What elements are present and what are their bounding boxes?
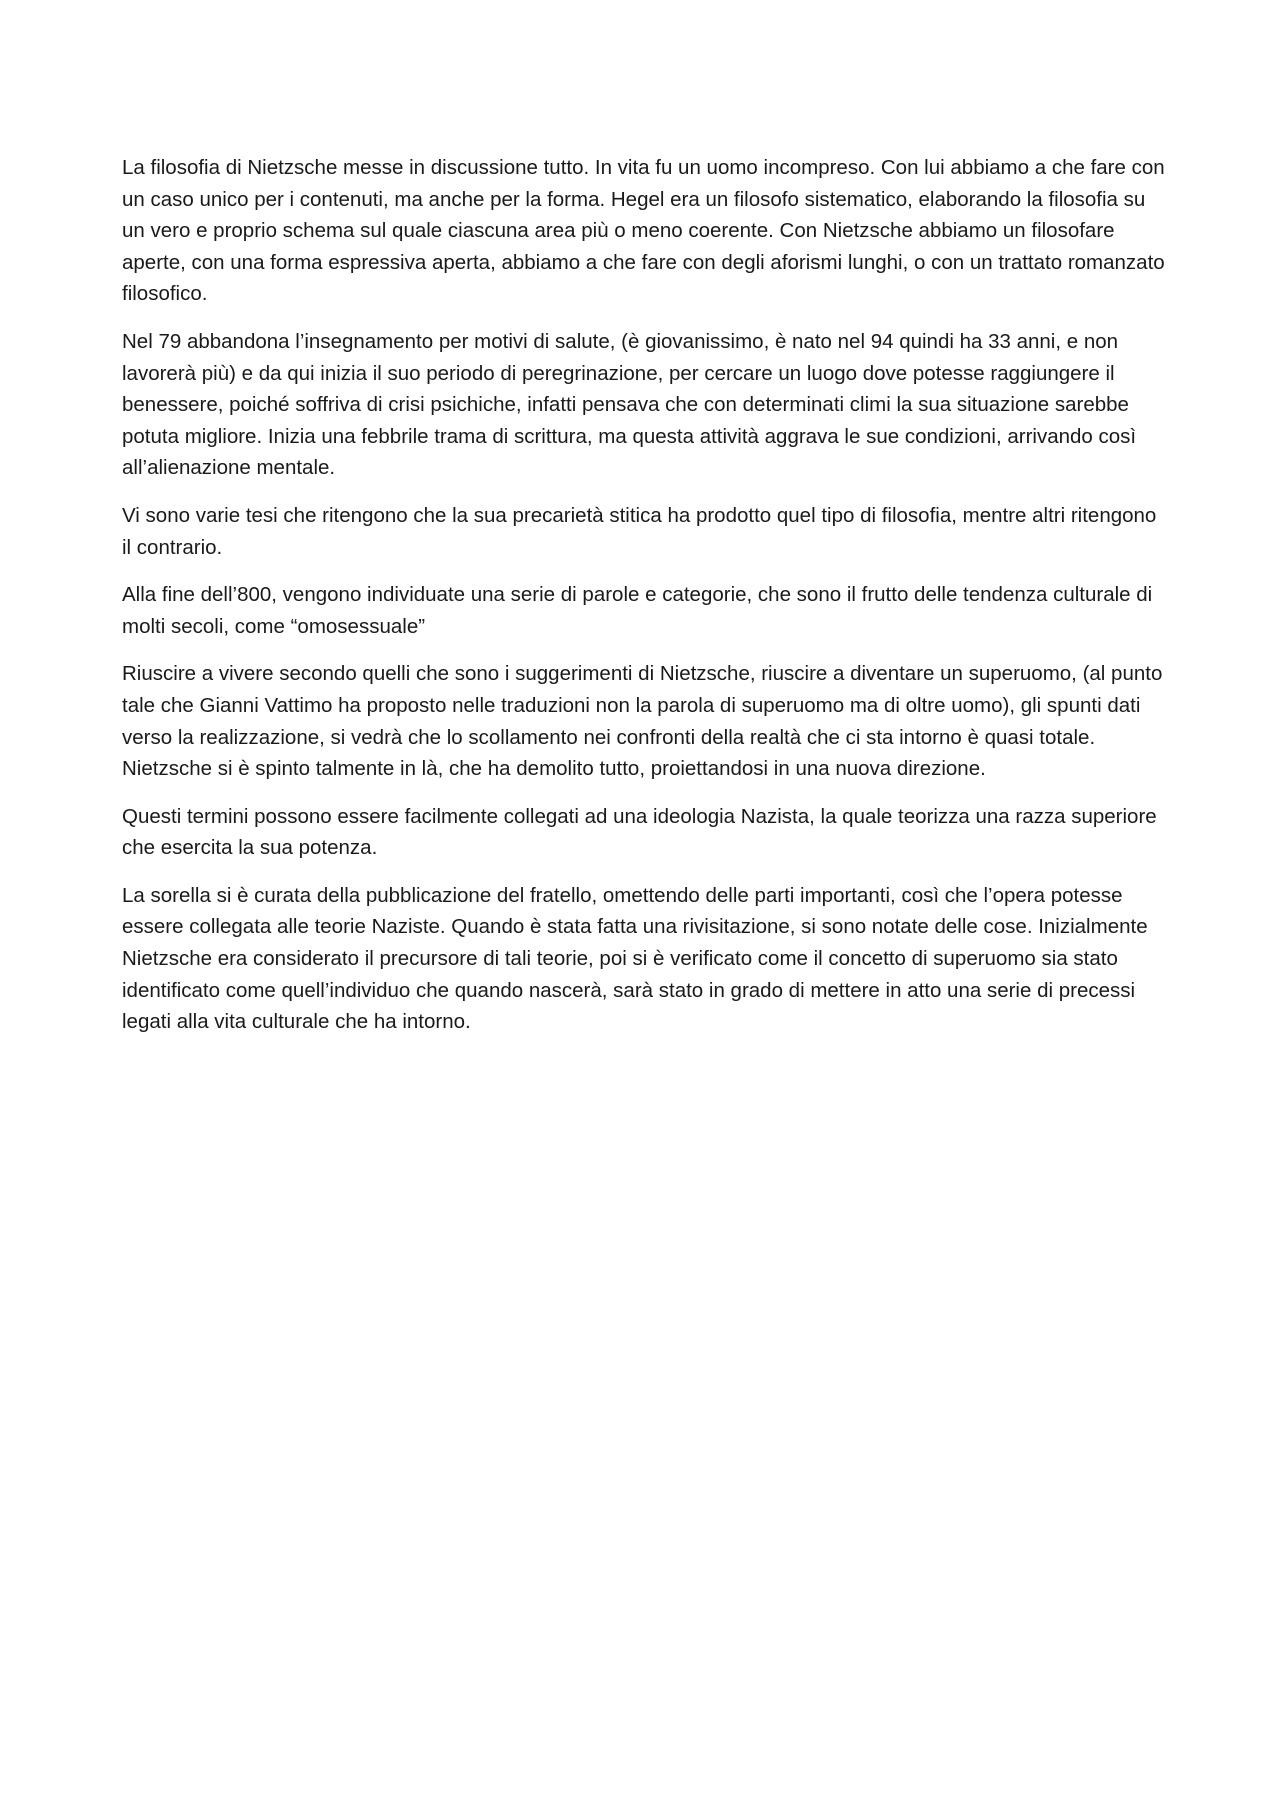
paragraph-1: La filosofia di Nietzsche messe in discussione tutto. In vita fu un uomo incompreso. Con lui abbiamo a che fare con un caso unico per i contenuti, ma anche per la forma. Hegel era un filosofo sistematico, elaborando la filosofia su un vero e proprio schema sul quale ciascuna area più o meno coerente. Con Nietzsche abbiamo un filosofare aperte, con una forma espressiva aperta, abbiamo a che fare con degli aforismi lunghi, o con un trattato romanzato filosofico. [122, 156, 1165, 306]
paragraph-2: Nel 79 abbandona l’insegnamento per motivi di salute, (è giovanissimo, è nato nel 94 quindi ha 33 anni, e non lavorerà più) e da qui inizia il suo periodo di peregrinazione, per cercare un luogo dove potesse raggiungere il benessere, poiché soffriva di crisi psichiche, infatti pensava che con determinati climi la sua situazione sarebbe potuta migliore. Inizia una febbrile trama di scrittura, ma questa attività aggrava le sue condizioni, arrivando così all’alienazione mentale. [122, 329, 1137, 480]
paragraph-5: Riuscire a vivere secondo quelli che sono i suggerimenti di Nietzsche, riuscire a diventare un superuomo, (al punto tale che Gianni Vattimo ha proposto nelle traduzioni non la parola di superuomo ma di oltre uomo), gli spunti dati verso la realizzazione, si vedrà che lo scollamento nei confronti della realtà che ci sta intorno è quasi totale. Nietzsche si è spinto talmente in là, che ha demolito tutto, proiettandosi in una nuova direzione. [122, 662, 1163, 781]
document-body [122, 152, 1167, 1054]
paragraph-6: Questi termini possono essere facilmente collegati ad una ideologia Nazista, la quale teorizza una razza superiore che esercita la sua potenza. [122, 804, 1157, 860]
paragraph-3: Vi sono varie tesi che ritengono che la sua precarietà stitica ha prodotto quel tipo di filosofia, mentre altri ritengono il contrario. [122, 503, 1157, 559]
paragraph-4: Alla fine dell’800, vengono individuate una serie di parole e categorie, che sono il frutto delle tendenza culturale di molti secoli, come “omosessuale” [122, 583, 1153, 638]
paragraph-7: La sorella si è curata della pubblicazione del fratello, omettendo delle parti importanti, così che l’opera potesse essere collegata alle teorie Naziste. Quando è stata fatta una rivisitazione, si sono notate delle cose. Inizialmente Nietzsche era considerato il precursore di tali teorie, poi si è verificato come il concetto di superuomo sia stato identificato come quell’individuo che quando nascerà, sarà stato in grado di mettere in atto una serie di precessi legati alla vita culturale che ha intorno. [122, 883, 1148, 1034]
